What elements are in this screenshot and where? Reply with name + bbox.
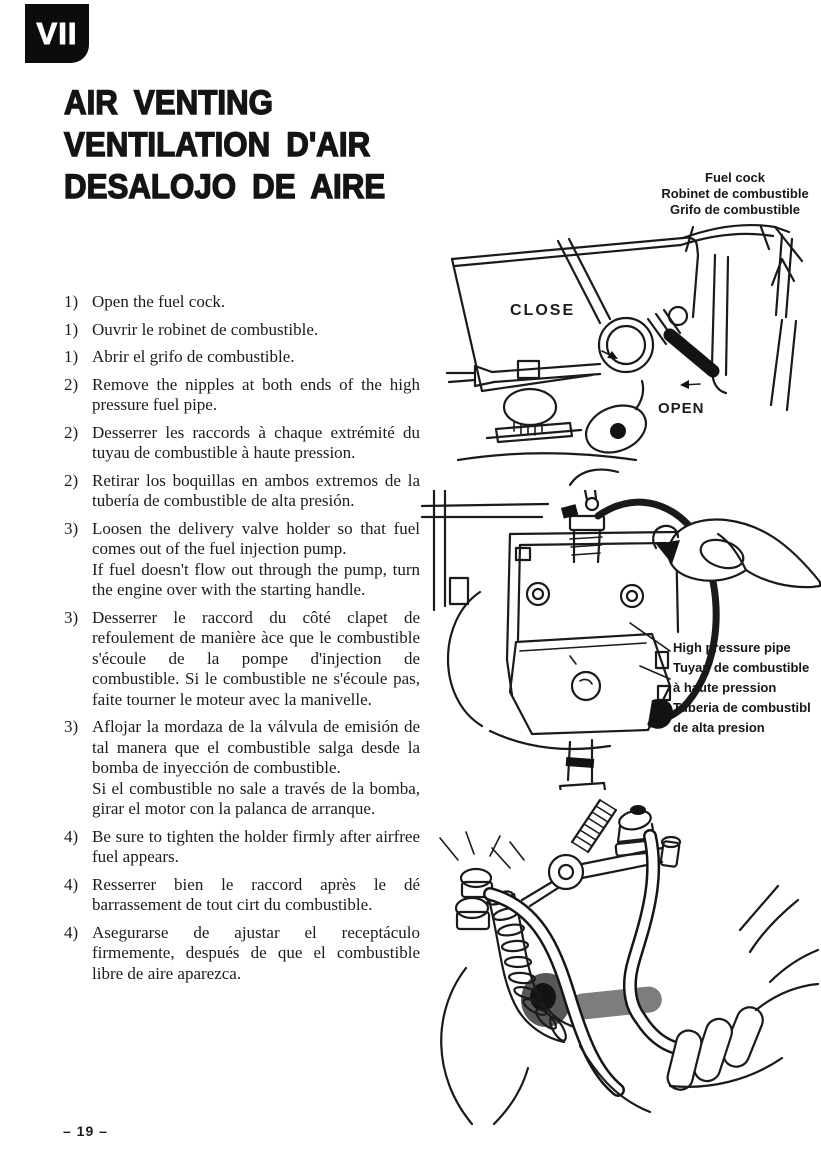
title-french: VENTILATION D'AIR	[64, 126, 371, 164]
step-3-fr	[64, 608, 420, 711]
step-4-en	[64, 827, 420, 868]
figure-fuel-cock-caption	[652, 170, 818, 218]
pipe-label-es-1: Tuberia de combustibl	[673, 700, 811, 715]
step-text: Resserrer bien le raccord après le dé barrassement de tout cirt du combustible.	[92, 874, 420, 914]
pipe-label-fr-1: Tuyau de combustible	[673, 660, 810, 675]
step-2-en	[64, 375, 420, 416]
pipe-label-fr-2: à haute pression	[673, 680, 777, 695]
step-text: Asegurarse de ajustar el receptáculo firmemente, después de que el combustible libre de aire aparezca.	[92, 922, 420, 983]
step-3-es	[64, 717, 420, 820]
step-text-continued: Si el combustible no sale a través de la bomba, girar el motor con la palanca de arranque.	[92, 778, 420, 818]
close-label: CLOSE	[510, 302, 576, 319]
fuel-hose-drawing	[430, 790, 820, 1135]
step-number: 3)	[64, 607, 79, 627]
step-text: Ouvrir le robinet de combustible.	[92, 319, 319, 339]
step-number: 1)	[64, 292, 79, 311]
step-text: Desserrer le raccord du côté clapet de refoulement de manière àce que le combustible s'écoule de la pompe d'injection de combustible. Si le combustible ne s'écoule pas, faite tourner le moteur avec la manivelle.	[92, 607, 420, 709]
step-text: Be sure to tighten the holder firmly after airfree fuel appears.	[92, 826, 420, 866]
pipe-label-es-2: de alta presion	[673, 720, 765, 735]
step-4-es	[64, 923, 420, 985]
step-1-es	[64, 347, 420, 368]
step-text: Abrir el grifo de combustible.	[92, 347, 295, 366]
pipe-label-en: High pressure pipe	[673, 640, 791, 655]
instruction-steps	[64, 292, 420, 991]
page-number: – 19 –	[63, 1123, 108, 1139]
caption-es: Grifo de combustible	[669, 202, 800, 217]
title-english: AIR VENTING	[64, 84, 273, 122]
step-number: 2)	[64, 470, 79, 490]
step-text-continued: If fuel doesn't flow out through the pump, turn the engine over with the starting handle.	[92, 559, 420, 599]
open-label: OPEN	[658, 400, 705, 417]
fuel-cock-drawing	[430, 223, 820, 488]
step-text: Remove the nipples at both ends of the high pressure fuel pipe.	[92, 374, 420, 414]
caption-en: Fuel cock	[705, 170, 765, 185]
step-number: 2)	[64, 422, 79, 442]
step-3-en	[64, 519, 420, 601]
step-4-fr	[64, 875, 420, 916]
step-text: Open the fuel cock.	[92, 292, 226, 311]
figure-injection-pump	[420, 490, 821, 790]
step-1-fr	[64, 320, 420, 341]
step-2-es	[64, 471, 420, 512]
step-text: Aflojar la mordaza de la válvula de emisión de tal manera que el combustible salga desde la bomba de inyección de combustible.	[92, 717, 420, 777]
step-number: 3)	[64, 717, 79, 736]
title-spanish: DESALOJO DE AIRE	[64, 168, 386, 206]
step-text: Desserrer les raccords à chaque extrémité du tuyau de combustible à haute pression.	[92, 422, 420, 462]
step-number: 1)	[64, 319, 79, 339]
section-tab	[25, 4, 89, 63]
page-title	[64, 82, 413, 208]
figure-fuel-hose	[430, 790, 820, 1135]
caption-fr: Robinet de combustible	[661, 186, 809, 201]
step-number: 4)	[64, 874, 79, 894]
step-number: 1)	[64, 347, 79, 366]
step-number: 2)	[64, 374, 79, 394]
step-number: 4)	[64, 922, 79, 942]
step-number: 4)	[64, 826, 79, 846]
step-1-en	[64, 292, 420, 313]
step-text: Retirar los boquillas en ambos extremos de la tubería de combustible de alta presión.	[92, 470, 420, 510]
step-2-fr	[64, 423, 420, 464]
figure-fuel-cock	[430, 160, 820, 490]
step-text: Loosen the delivery valve holder so that fuel comes out of the fuel injection pump.	[92, 518, 420, 558]
high-pressure-pipe-labels	[673, 638, 811, 738]
section-tab-label: VII	[36, 15, 78, 51]
step-number: 3)	[64, 518, 79, 538]
